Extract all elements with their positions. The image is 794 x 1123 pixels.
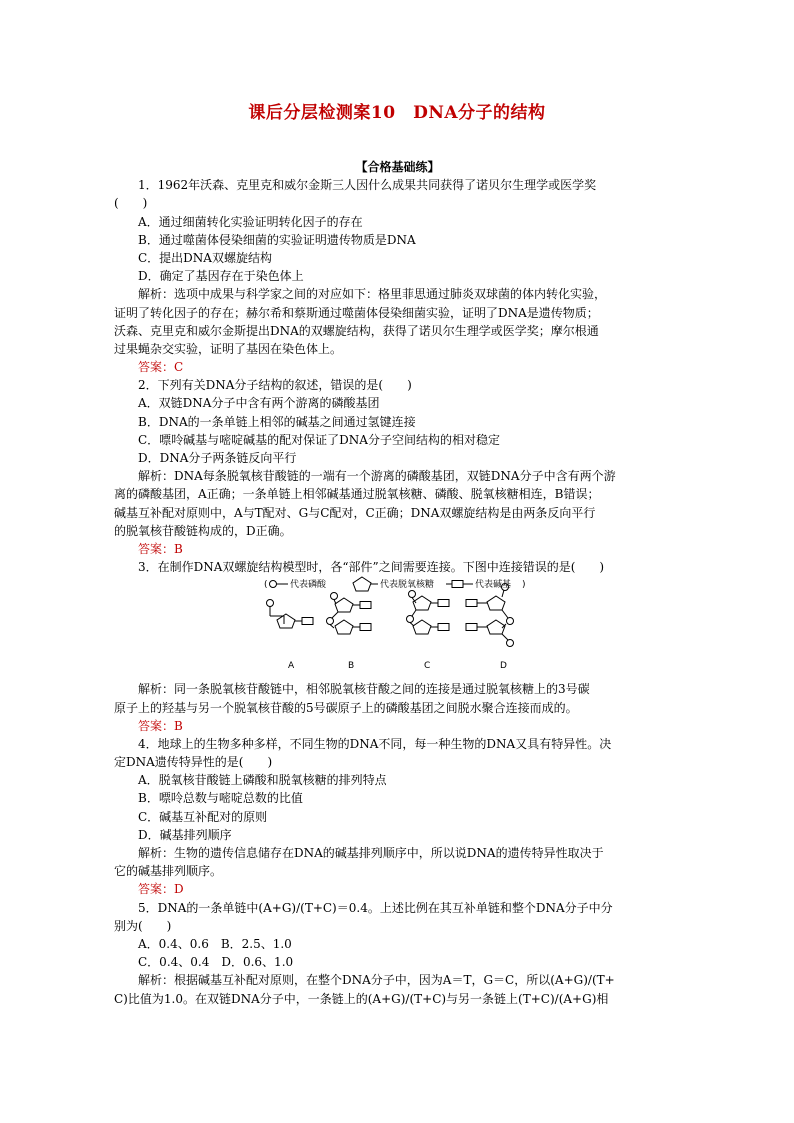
q4-option-a: A．脱氧核苷酸链上磷酸和脱氧核糖的排列特点 (138, 773, 387, 788)
q1-option-d: D．确定了基因存在于染色体上 (138, 269, 304, 284)
phosphate-legend-icon (270, 581, 277, 588)
q4-explanation-line: 它的碱基排列顺序。 (114, 864, 223, 879)
q4-option-c: C．碱基互补配对的原则 (138, 809, 268, 824)
q1-stem-line2: ( ) (114, 196, 148, 211)
legend-base-label: 代表碱基 (475, 580, 512, 591)
q5-stem-line1: 5．DNA的一条单链中(A+G)/(T+C)＝0.4。上述比例在其互补单链和整个DNA分子中分 (138, 900, 613, 915)
page-title: 课后分层检测案10 DNA分子的结构 (248, 103, 546, 123)
q2-stem: 2．下列有关DNA分子结构的叙述，错误的是( ) (138, 378, 412, 393)
model-a-diagram (267, 600, 314, 629)
legend-phosphate-label: 代表磷酸 (290, 580, 327, 591)
q1-option-c: C．提出DNA双螺旋结构 (138, 250, 272, 265)
svg-text:): ) (522, 580, 526, 591)
model-c-diagram (407, 591, 450, 635)
q5-options-cd: C．0.4、0.4 D．0.6、1.0 (138, 955, 294, 970)
q4-explanation-line: 解析：生物的遗传信息储存在DNA的碱基排列顺序中，所以说DNA的遗传特异性取决于 (138, 846, 604, 860)
q3-explanation-line: 原子上的羟基与另一个脱氧核苷酸的5号碳原子上的磷酸基团之间脱水聚合连接而成的。 (114, 700, 578, 715)
q2-option-b: B．DNA的一条单链上相邻的碱基之间通过氢键连接 (138, 414, 416, 429)
q2-option-c: C．嘌呤碱基与嘧啶碱基的配对保证了DNA分子空间结构的相对稳定 (138, 432, 500, 447)
q2-explanation-line: 解析：DNA每条脱氧核苷酸链的一端有一个游离的磷酸基团，双链DNA分子中含有两个游 (138, 469, 616, 484)
model-b-diagram (327, 593, 372, 635)
q1-explanation-line: 过果蝇杂交实验，证明了基因在染色体上。 (114, 341, 343, 356)
q4-stem-line2: 定DNA遗传特异性的是( ) (114, 755, 273, 770)
q2-option-d: D．DNA分子两条链反向平行 (138, 451, 297, 465)
svg-text:(: ( (264, 580, 268, 591)
q1-option-a: A．通过细菌转化实验证明转化因子的存在 (138, 214, 363, 229)
model-label-b: B (348, 661, 355, 672)
q1-stem-line1: 1．1962年沃森、克里克和威尔金斯三人因什么成果共同获得了诺贝尔生理学或医学奖 (138, 178, 597, 193)
q4-option-b: B．嘌呤总数与嘧啶总数的比值 (138, 791, 303, 806)
q5-stem-line2: 别为( ) (114, 918, 172, 933)
figure-legend (264, 577, 526, 591)
sugar-legend-icon (353, 577, 371, 591)
model-label-c: C (424, 661, 431, 672)
q5-explanation-line: 解析：根据碱基互补配对原则，在整个DNA分子中，因为A＝T，G＝C，所以(A+G)/(T+ (138, 973, 615, 988)
q3-explanation-line: 解析：同一条脱氧核苷酸链中，相邻脱氧核苷酸之间的连接是通过脱氧核糖上的3号碳 (138, 682, 590, 697)
q3-answer: 答案：B (138, 718, 183, 733)
q5-explanation-line: C)比值为1.0。在双链DNA分子中，一条链上的(A+G)/(T+C)与另一条链上(T+C)/(A+G)相 (114, 991, 609, 1006)
base-legend-icon (452, 581, 463, 588)
q3-stem: 3．在制作DNA双螺旋结构模型时，各“部件”之间需要连接。下图中连接错误的是( ) (138, 560, 605, 575)
legend-sugar-label: 代表脱氧核糖 (380, 580, 435, 591)
section-heading: 【合格基础练】 (355, 160, 440, 174)
q5-options-ab: A．0.4、0.6 B．2.5、1.0 (138, 936, 292, 951)
q4-answer: 答案：D (138, 882, 184, 897)
q4-option-d: D．碱基排列顺序 (138, 827, 232, 842)
q2-answer: 答案：B (138, 541, 183, 556)
model-label-d: D (500, 661, 507, 672)
q3-figure (114, 576, 681, 680)
model-label-a: A (288, 661, 295, 672)
q2-explanation-line: 离的磷酸基团，A正确；一条单链上相邻碱基通过脱氧核糖、磷酸、脱氧核糖相连，B错误； (114, 487, 600, 502)
model-d-diagram (466, 584, 514, 647)
q2-explanation-line: 的脱氧核苷酸链构成的，D正确。 (114, 523, 292, 538)
document-body (114, 158, 681, 1008)
q4-stem-line1: 4．地球上的生物多种多样，不同生物的DNA不同，每一种生物的DNA又具有特异性。决 (138, 736, 612, 751)
q1-option-b: B．通过噬菌体侵染细菌的实验证明遗传物质是DNA (138, 232, 416, 247)
q1-answer: 答案：C (138, 360, 184, 375)
q1-explanation-line: 沃森、克里克和威尔金斯提出DNA的双螺旋结构，获得了诺贝尔生理学或医学奖；摩尔根通 (114, 323, 599, 338)
q2-option-a: A．双链DNA分子中含有两个游离的磷酸基团 (138, 396, 380, 411)
q2-explanation-line: 碱基互补配对原则中，A与T配对、G与C配对，C正确；DNA双螺旋结构是由两条反向平行 (114, 505, 596, 520)
q1-explanation-line: 解析：选项中成果与科学家之间的对应如下：格里菲思通过肺炎双球菌的体内转化实验， (138, 287, 607, 302)
q1-explanation-line: 证明了转化因子的存在；赫尔希和蔡斯通过噬菌体侵染细菌实验，证明了DNA是遗传物质； (114, 305, 599, 320)
